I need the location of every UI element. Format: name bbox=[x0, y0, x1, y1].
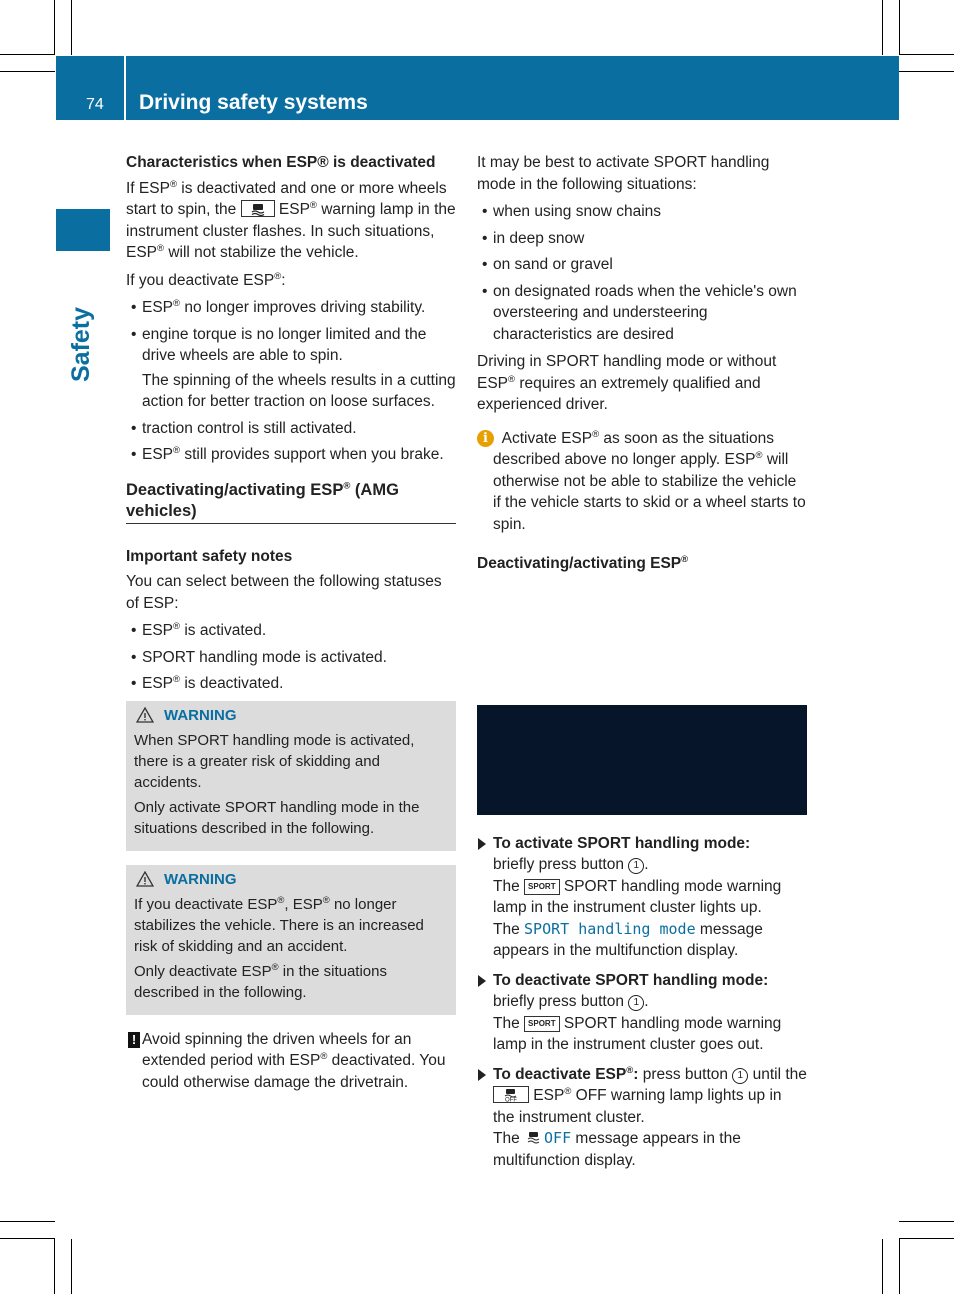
crop-mark bbox=[0, 71, 55, 72]
side-tab-label: Safety bbox=[67, 306, 95, 382]
step-arrow-icon bbox=[478, 1069, 486, 1081]
crop-mark bbox=[54, 1239, 55, 1294]
esp-display-icon bbox=[524, 1130, 544, 1145]
warning-text: Only deactivate ESP® in the situations described in the following. bbox=[134, 961, 387, 1001]
instruction-step: To activate SPORT handling mode: briefly press button 1 . The SPORT SPORT handling mode warning lamp in the instrument cluster lights up. The SPORT handling mode message appears in the multifunction display. bbox=[477, 833, 807, 962]
header-divider bbox=[124, 56, 126, 120]
exclamation-icon: ! bbox=[128, 1032, 140, 1048]
crop-mark bbox=[899, 1239, 900, 1294]
crop-mark bbox=[882, 1239, 883, 1294]
list-item: • on sand or gravel bbox=[482, 256, 613, 273]
warning-box bbox=[126, 865, 456, 1015]
crop-mark bbox=[882, 0, 883, 55]
esp-warning-lamp-icon bbox=[241, 200, 275, 217]
info-note: i Activate ESP® as soon as the situations described above no longer apply. ESP® will otherwise not be able to stabilize the vehicle if the vehicle starts to skid or a wheel starts to spin. bbox=[477, 428, 807, 536]
warning-text: If you deactivate ESP®, ESP® no longer stabilizes the vehicle. There is an increased risk of skidding and an accident. bbox=[134, 894, 424, 955]
warning-text: Only activate SPORT handling mode in the situations described in the following. bbox=[134, 798, 420, 837]
page-title: Driving safety systems bbox=[139, 91, 368, 114]
sport-lamp-icon: SPORT bbox=[524, 879, 560, 895]
paragraph: It may be best to activate SPORT handling mode in the following situations: bbox=[477, 154, 770, 193]
instruction-step: To deactivate SPORT handling mode: briefly press button 1 . The SPORT SPORT handling mode warning lamp in the instrument cluster goes out. bbox=[477, 970, 807, 1056]
notice: ! Avoid spinning the driven wheels for an extended period with ESP® deactivated. You could otherwise damage the drivetrain. bbox=[126, 1029, 456, 1094]
paragraph: If ESP® is deactivated and one or more wheels start to spin, the ESP® warning lamp in the instrument cluster flashes. In such situations, ESP® will not stabilize the vehicle. bbox=[126, 178, 456, 261]
crop-mark bbox=[0, 1238, 55, 1239]
button-callout-icon: 1 bbox=[628, 995, 644, 1011]
warning-title: WARNING bbox=[134, 869, 448, 890]
crop-mark bbox=[899, 1221, 954, 1222]
heading-safety-notes: Important safety notes bbox=[126, 547, 293, 565]
crop-mark bbox=[71, 0, 72, 55]
list-item: • engine torque is no longer limited and the drive wheels are able to spin. bbox=[131, 325, 427, 364]
bullet-list bbox=[477, 201, 807, 345]
info-icon: i bbox=[477, 430, 494, 447]
crop-mark bbox=[0, 1221, 55, 1222]
list-item: • on designated roads when the vehicle's own oversteering and understeering characteristics are desired bbox=[482, 282, 797, 343]
list-item-note: The spinning of the wheels results in a cutting action for better traction on loose surfaces. bbox=[142, 371, 456, 410]
warning-triangle-icon bbox=[136, 871, 154, 887]
sport-lamp-icon: SPORT bbox=[524, 1016, 560, 1032]
paragraph: You can select between the following statuses of ESP: bbox=[126, 573, 442, 612]
warning-box bbox=[126, 701, 456, 851]
list-item: • ESP® no longer improves driving stability. bbox=[131, 297, 426, 316]
list-item: • traction control is still activated. bbox=[131, 419, 357, 437]
section-title: Deactivating/activating ESP® (AMG vehicles) bbox=[126, 480, 456, 524]
button-callout-icon: 1 bbox=[732, 1068, 748, 1084]
warning-text: When SPORT handling mode is activated, there is a greater risk of skidding and accidents. bbox=[134, 731, 415, 791]
crop-mark bbox=[899, 0, 900, 55]
button-callout-icon: 1 bbox=[628, 858, 644, 874]
warning-triangle-icon bbox=[136, 707, 154, 723]
step-arrow-icon bbox=[478, 975, 486, 987]
bullet-list bbox=[126, 297, 456, 466]
paragraph: If you deactivate ESP®: bbox=[126, 270, 286, 289]
side-tab-block bbox=[56, 209, 110, 251]
dashboard-photo bbox=[477, 705, 807, 815]
list-item: • ESP® is activated. bbox=[131, 620, 267, 639]
heading-characteristics: Characteristics when ESP® is deactivated bbox=[126, 154, 436, 171]
warning-title: WARNING bbox=[134, 705, 448, 726]
crop-mark bbox=[54, 0, 55, 55]
paragraph: Driving in SPORT handling mode or without ESP® requires an extremely qualified and experienced driver. bbox=[477, 353, 777, 413]
list-item: • ESP® is deactivated. bbox=[131, 673, 284, 692]
crop-mark bbox=[0, 54, 55, 55]
instruction-step: To deactivate ESP®: press button 1 until the OFF ESP® OFF warning lamp lights up in the instrument cluster. The OFF message appears in the multifunction display. bbox=[477, 1064, 807, 1172]
left-column bbox=[126, 152, 456, 1093]
page-number: 74 bbox=[86, 96, 104, 113]
side-tab bbox=[67, 262, 105, 382]
step-arrow-icon bbox=[478, 838, 486, 850]
crop-mark bbox=[899, 71, 954, 72]
esp-off-lamp-icon bbox=[493, 1086, 529, 1103]
bullet-list bbox=[126, 620, 456, 695]
crop-mark bbox=[71, 1239, 72, 1294]
crop-mark bbox=[899, 1238, 954, 1239]
list-item: • when using snow chains bbox=[482, 203, 662, 220]
list-item: • in deep snow bbox=[482, 229, 585, 247]
right-column bbox=[477, 152, 807, 1179]
heading-deactivating: Deactivating/activating ESP® bbox=[477, 553, 689, 572]
crop-mark bbox=[899, 54, 954, 55]
list-item: • ESP® still provides support when you brake. bbox=[131, 444, 444, 463]
list-item: • SPORT handling mode is activated. bbox=[131, 648, 387, 666]
svg-text:OFF: OFF bbox=[505, 1097, 517, 1102]
